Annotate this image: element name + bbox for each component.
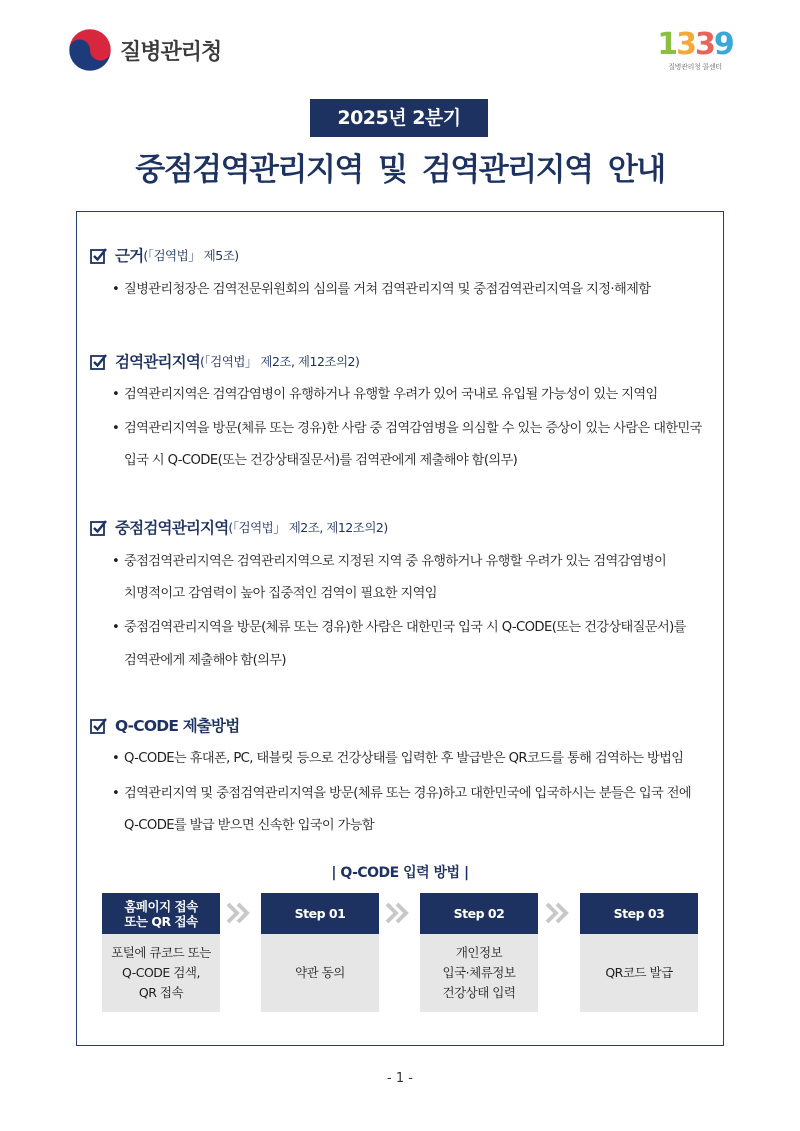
double-chevron-right-icon	[226, 902, 254, 924]
flow-step-body-line: 포털에 큐코드 또는	[111, 945, 211, 960]
flow-step-body: QR코드 발급	[580, 934, 698, 1012]
flow-step-02	[420, 893, 538, 1012]
double-chevron-right-icon	[385, 902, 413, 924]
period-badge: 2025년 2분기	[310, 99, 488, 137]
hotline-digit: 1	[657, 27, 677, 62]
flow-step-header: Step 03	[580, 893, 698, 934]
flow-step-homepage	[102, 893, 220, 1012]
bullet-item: • 검역관리지역을 방문(체류 또는 경유)한 사람 중 검역감염병을 의심할 수 있는 증상이 있는 사람은 대한민국	[112, 420, 712, 438]
section-ref: (「검역법」 제5조)	[143, 248, 239, 263]
bullet-item: • 중점검역관리지역은 검역관리지역으로 지정된 지역 중 유행하거나 유행할 우려가 있는 검역감염병이	[112, 553, 712, 571]
flow-step-body	[102, 934, 220, 1012]
hotline-digit: 3	[676, 27, 695, 62]
section-heading-basis	[90, 244, 239, 266]
kdca-logo	[68, 28, 221, 72]
checkbox-checked-icon	[90, 519, 107, 536]
flow-step-body: 약관 동의	[261, 934, 379, 1012]
section-ref: (「검역법」 제2조, 제12조의2)	[200, 354, 360, 369]
checkbox-checked-icon	[90, 353, 107, 370]
bullet-item: • 검역관리지역 및 중점검역관리지역을 방문(체류 또는 경유)하고 대한민국에 입국하시는 분들은 입국 전에	[112, 785, 712, 803]
flow-step-header-line: 또는 QR 접속	[124, 913, 198, 929]
flow-step-body-line: 개인정보	[455, 945, 503, 960]
section-title: 근거	[115, 247, 144, 265]
bullet-continuation: 검역관에게 제출해야 함(의무)	[124, 653, 286, 668]
section-heading-priority-area	[90, 516, 388, 538]
flow-step-header-line: 홈페이지 접속	[124, 898, 198, 914]
flow-step-01	[261, 893, 379, 1012]
hotline-subtitle: 질병관리청 콜센터	[668, 63, 722, 71]
flow-step-header	[102, 893, 220, 934]
flow-step-body-line: 입국·체류정보	[442, 965, 516, 980]
section-title: Q-CODE 제출방법	[115, 717, 240, 735]
section-title: 검역관리지역	[115, 353, 201, 371]
section-title: 중점검역관리지역	[115, 519, 229, 537]
bullet-item: • 질병관리청장은 검역전문위원회의 심의를 거쳐 검역관리지역 및 중점검역관리지역을 지정·해제함	[112, 281, 712, 299]
page-number: - 1 -	[387, 1071, 413, 1086]
checkbox-checked-icon	[90, 717, 107, 734]
section-heading-quarantine-area	[90, 350, 359, 372]
flow-step-body-line: QR 접속	[138, 985, 184, 1000]
bullet-item: • 검역관리지역은 검역감염병이 유행하거나 유행할 우려가 있어 국내로 유입될 가능성이 있는 지역임	[112, 386, 712, 404]
flow-step-body-line: Q-CODE 검색,	[122, 965, 200, 980]
hotline-digit: 9	[713, 27, 733, 62]
flow-step-body	[420, 934, 538, 1012]
flow-step-header: Step 01	[261, 893, 379, 934]
hotline-digit: 3	[695, 27, 714, 62]
bullet-item: • 중점검역관리지역을 방문(체류 또는 경유)한 사람은 대한민국 입국 시 Q-CODE(또는 건강상태질문서)를	[112, 619, 712, 637]
page-title: 중점검역관리지역 및 검역관리지역 안내	[135, 152, 665, 188]
hotline-1339-logo	[650, 28, 740, 72]
flow-step-header: Step 02	[420, 893, 538, 934]
section-ref: (「검역법」 제2조, 제12조의2)	[228, 520, 388, 535]
bullet-continuation: 입국 시 Q-CODE(또는 건강상태질문서)를 검역관에게 제출해야 함(의무)	[124, 453, 518, 468]
checkbox-checked-icon	[90, 247, 107, 264]
double-chevron-right-icon	[545, 902, 573, 924]
taeguk-emblem-icon	[68, 28, 112, 72]
section-heading-qcode-method	[90, 714, 239, 736]
flow-title: | Q-CODE 입력 방법 |	[331, 865, 469, 881]
hotline-digits	[650, 28, 740, 62]
bullet-continuation: Q-CODE를 발급 받으면 신속한 입국이 가능함	[124, 818, 375, 833]
org-name: 질병관리청	[120, 39, 222, 65]
flow-step-body-line: 건강상태 입력	[442, 985, 516, 1000]
bullet-continuation: 치명적이고 감염력이 높아 집중적인 검역이 필요한 지역임	[124, 586, 437, 601]
flow-step-03	[580, 893, 698, 1012]
bullet-item: • Q-CODE는 휴대폰, PC, 태블릿 등으로 건강상태를 입력한 후 발급받은 QR코드를 통해 검역하는 방법임	[112, 750, 712, 768]
